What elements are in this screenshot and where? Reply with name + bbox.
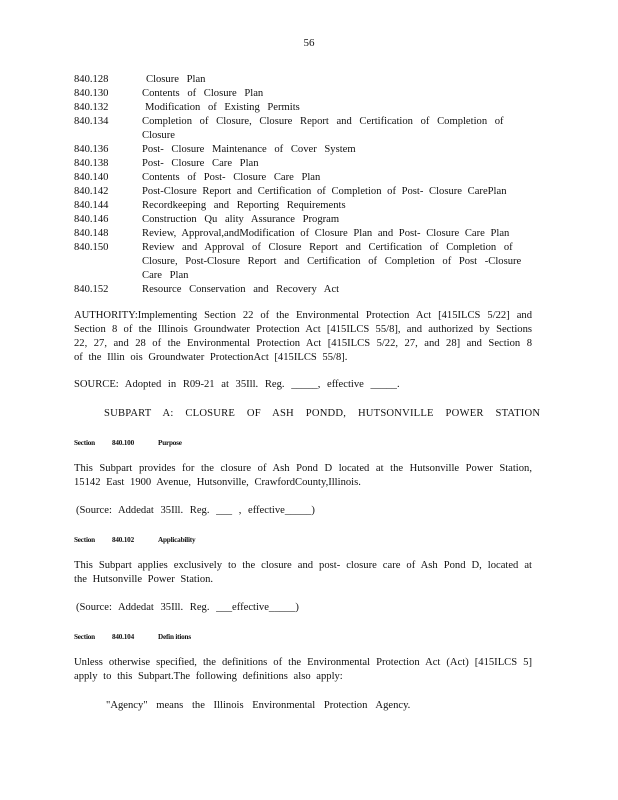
toc-section-number: 840.146: [74, 214, 109, 225]
section-heading: [74, 533, 195, 547]
toc-section-number: 840.130: [74, 88, 109, 99]
toc-section-number: 840.152: [74, 284, 109, 295]
section-source-note: (Source: Addedat 35Ill. Reg. ___effective_____): [76, 602, 299, 613]
page-number: 56: [303, 37, 315, 49]
toc-section-title: Recordkeeping and Reporting Requirements: [142, 200, 346, 211]
toc-section-title: Post- Closure Care Plan: [142, 158, 259, 169]
toc-row: [74, 227, 534, 241]
section-body: Unless otherwise specified, the definitions of the Environmental Protection Act (Act) [415ILCS 5] apply to this Subpart.The following definitions also apply:: [74, 657, 532, 682]
section-body: This Subpart applies exclusively to the closure and post- closure care of Ash Pond D, located at the Hutsonville Power Station.: [74, 560, 532, 585]
toc-row: [74, 283, 534, 297]
toc-section-title: Post- Closure Maintenance of Cover System: [142, 144, 356, 155]
subpart-heading: SUBPART A: CLOSURE OF ASH PONDD, HUTSONVILLE POWER STATION: [104, 408, 541, 419]
source-paragraph: SOURCE: Adopted in R09-21 at 35Ill. Reg. _____, effective _____.: [74, 379, 400, 390]
toc-section-number: 840.136: [74, 144, 109, 155]
definition-agency: "Agency" means the Illinois Environmental Protection Agency.: [106, 700, 411, 711]
toc-section-title: Modification of Existing Permits: [145, 102, 300, 113]
toc-section-number: 840.128: [74, 74, 109, 85]
toc-row: [74, 143, 534, 157]
section-title: Defin itions: [158, 633, 191, 641]
toc-section-title: Review and Approval of Closure Report and Certification of Completion of Closure, Post-Closure Report and Certification of Completion of Post -Closure Care Plan: [142, 242, 522, 281]
toc-row: [74, 101, 534, 115]
toc-row: [74, 115, 534, 143]
authority-paragraph: AUTHORITY:Implementing Section 22 of the Environmental Protection Act [415ILCS 5/22] and Section 8 of the Illinois Groundwater Protection Act [415ILCS 55/8], and authorized by Sections 22, 27, and 28 of the Environmental Protection Act [415ILCS 5/22, 27, and 28] and Section 8 of the Illin ois Groundwater ProtectionAct [415ILCS 55/8].: [74, 310, 532, 363]
section-heading: [74, 630, 191, 644]
section-label: Section: [74, 633, 95, 641]
toc-row: [74, 185, 534, 199]
table-of-contents: [74, 73, 534, 297]
section-title: Applicability: [158, 536, 196, 544]
toc-row: [74, 87, 534, 101]
toc-section-number: 840.138: [74, 158, 109, 169]
toc-section-title: Review, Approval,andModification of Closure Plan and Post- Closure Care Plan: [142, 228, 510, 239]
toc-row: [74, 73, 534, 87]
toc-section-title: Completion of Closure, Closure Report and Certification of Completion of Closure: [142, 116, 504, 141]
toc-section-number: 840.150: [74, 242, 109, 253]
toc-section-number: 840.144: [74, 200, 109, 211]
section-label: Section: [74, 536, 95, 544]
section-title: Purpose: [158, 439, 182, 447]
section-number: 840.104: [112, 633, 134, 641]
section-number: 840.100: [112, 439, 134, 447]
toc-section-number: 840.134: [74, 116, 109, 127]
section-heading: [74, 436, 182, 450]
toc-row: [74, 157, 534, 171]
toc-row: [74, 199, 534, 213]
toc-section-title: Post-Closure Report and Certification of Completion of Post- Closure CarePlan: [142, 186, 507, 197]
toc-section-title: Resource Conservation and Recovery Act: [142, 284, 340, 295]
toc-section-title: Contents of Closure Plan: [142, 88, 264, 99]
toc-section-number: 840.148: [74, 228, 109, 239]
toc-row: [74, 171, 534, 185]
section-number: 840.102: [112, 536, 134, 544]
toc-section-title: Closure Plan: [146, 74, 206, 85]
toc-section-number: 840.140: [74, 172, 109, 183]
toc-section-number: 840.142: [74, 186, 109, 197]
toc-section-title: Contents of Post- Closure Care Plan: [142, 172, 321, 183]
toc-row: [74, 213, 534, 227]
toc-section-title: Construction Qu ality Assurance Program: [142, 214, 340, 225]
section-source-note: (Source: Addedat 35Ill. Reg. ___ , effective_____): [76, 505, 315, 516]
toc-section-number: 840.132: [74, 102, 109, 113]
toc-row: [74, 241, 534, 283]
section-body: This Subpart provides for the closure of Ash Pond D located at the Hutsonville Power Station, 15142 East 1900 Avenue, Hutsonville, CrawfordCounty,Illinois.: [74, 463, 532, 488]
section-label: Section: [74, 439, 95, 447]
